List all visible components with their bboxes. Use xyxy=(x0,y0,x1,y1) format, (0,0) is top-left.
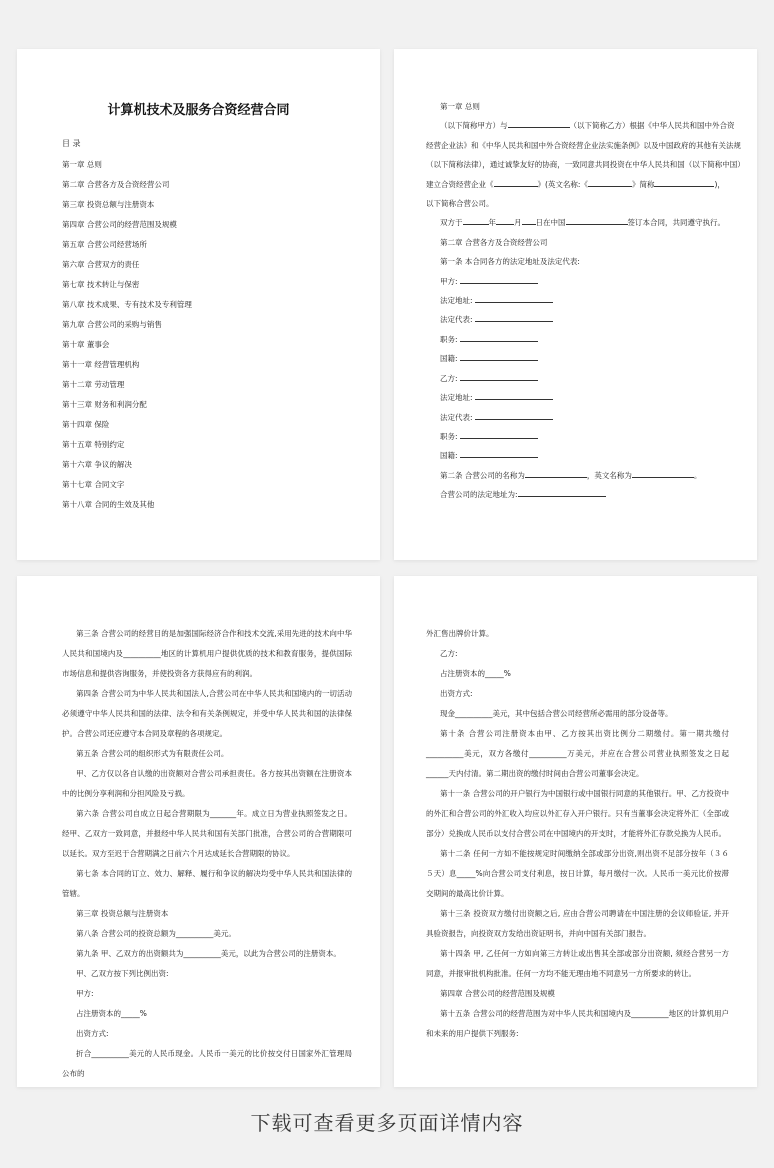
toc-item: 第五章 合营公司经营场所 xyxy=(62,240,147,249)
paragraph-line: 建立合资经营企业《 》(英文名称:《 》简称 )， xyxy=(426,179,725,189)
paragraph-line: （以下简称法律），通过诚挚友好的协商，一致同意共同投资在中华人民共和国（以下简称中国） xyxy=(426,160,745,170)
toc-item: 第八章 技术成果、专有技术及专利管理 xyxy=(62,300,192,309)
toc-item: 第七章 技术转让与保密 xyxy=(62,280,140,289)
chapter-heading: 第三章 投资总额与注册资本 xyxy=(76,909,169,918)
toc-item: 第三章 投资总额与注册资本 xyxy=(62,200,155,209)
party-field: 甲方: xyxy=(426,272,729,291)
document-page-4 xyxy=(394,576,757,1087)
chapter-heading: 第一章 总则 xyxy=(440,102,480,111)
toc-item: 第十六章 争议的解决 xyxy=(62,460,132,469)
party-field: 法定代表: xyxy=(426,310,729,329)
paragraph-line: （以下简称甲方）与 （以下简称乙方）根据《中华人民共和国中外合资 xyxy=(440,121,735,131)
toc-item: 第九章 合营公司的采购与销售 xyxy=(62,320,162,329)
paragraph: 第九条 甲、乙双方的出资额共为__________美元，以此为合营公司的注册资本。 xyxy=(76,949,341,958)
paragraph: 第十四条 甲, 乙任何一方如向第三方转让或出售其全部或部分出资额, 须经合营另一方同意，并报审批机构批准。任何一方均不能无理由地不同意另一方所要求的转让。 xyxy=(426,949,729,978)
paragraph: 甲方: xyxy=(76,989,94,998)
toc-item: 第四章 合营公司的经营范围及规模 xyxy=(62,220,177,229)
paragraph: 乙方: xyxy=(440,649,458,658)
paragraph: 甲、乙方仅以各自认缴的出资额对合营公司承担责任。各方按其出资额在注册资本中的比例分享利润和分担风险及亏损。 xyxy=(62,769,352,798)
paragraph-line: 第二条 合营公司的名称为 ，英文名称为 。 xyxy=(440,470,702,480)
toc-item: 第十三章 财务和利润分配 xyxy=(62,400,147,409)
download-more-caption: 下载可查看更多页面详情内容 xyxy=(250,1111,524,1135)
chapter-heading: 第二章 合营各方及合资经营公司 xyxy=(440,237,548,247)
article-heading: 第一条 本合同各方的法定地址及法定代表: xyxy=(440,257,580,267)
paragraph: 第六条 合营公司自成立日起合营期限为_______年。成立日为营业执照签发之日。经甲、乙双方一致同意，并报经中华人民共和国有关部门批准，合营公司的合营期限可以延长。双方至迟于合营期满之日前六个月达成延长合营期限的协议。 xyxy=(62,809,352,858)
party-field: 法定代表: xyxy=(426,408,729,427)
paragraph-line: 合营公司的法定地址为: xyxy=(426,485,729,504)
paragraph: 第十二条 任何一方如不能按规定时间缴纳全部或部分出资,则出资不足部分按年（３６５天）息_____%向合营公司支付利息，按日计算，每月缴付一次。人民币一美元比价按滞交期间的最高比价计算。 xyxy=(426,849,729,898)
document-page-3 xyxy=(17,576,380,1087)
party-field: 国籍: xyxy=(426,446,729,465)
paragraph: 出资方式: xyxy=(76,1029,109,1038)
paragraph: 第七条 本合同的订立、效力、解释、履行和争议的解决均受中华人民共和国法律的管辖。 xyxy=(62,869,352,898)
paragraph: 第十条 合营公司注册资本由甲、乙方按其出资比例分二期缴付。第一期共缴付__________美元，双方各缴付__________万美元，并应在合营公司营业执照签发之日起______天内付清。第二期出资的缴付时间由合营公司董事会决定。 xyxy=(426,729,729,778)
paragraph: 折合__________美元的人民币现金。人民币一美元的比价按交付日国家外汇管理局公布的 xyxy=(62,1049,352,1078)
toc-item: 第十四章 保险 xyxy=(62,420,110,429)
paragraph-line: 双方于 年 月 日在中国 签订本合同，共同遵守执行。 xyxy=(440,218,725,228)
document-page-1 xyxy=(17,49,380,560)
toc-item: 第一章 总则 xyxy=(62,160,102,169)
paragraph: 现金__________美元，其中包括合营公司经营所必需用的部分设备等。 xyxy=(440,709,673,718)
toc-item: 第二章 合营各方及合资经营公司 xyxy=(62,180,170,189)
toc-item: 第十八章 合同的生效及其他 xyxy=(62,500,155,509)
toc-item: 第十五章 特别约定 xyxy=(62,440,125,449)
toc-heading: 目 录 xyxy=(62,139,81,148)
toc-item: 第六章 合营双方的责任 xyxy=(62,260,140,269)
paragraph: 第五条 合营公司的组织形式为有限责任公司。 xyxy=(76,749,229,758)
paragraph: 占注册资本的_____% xyxy=(440,669,511,678)
party-field: 法定地址: xyxy=(426,388,729,407)
paragraph: 外汇售出牌价计算。 xyxy=(426,629,494,638)
party-field: 国籍: xyxy=(426,349,729,368)
paragraph: 第八条 合营公司的投资总额为__________美元。 xyxy=(76,929,236,938)
table-of-contents xyxy=(62,161,380,509)
party-field: 职务: xyxy=(426,330,729,349)
toc-item: 第十章 董事会 xyxy=(62,340,110,349)
paragraph-line: 经营企业法》和《中华人民共和国中外合资经营企业法实施条例》以及中国政府的其他有关法规 xyxy=(426,140,741,150)
party-field: 乙方: xyxy=(426,369,729,388)
paragraph: 占注册资本的_____% xyxy=(76,1009,147,1018)
party-field: 职务: xyxy=(426,427,729,446)
toc-item: 第十七章 合同文字 xyxy=(62,480,125,489)
paragraph: 出资方式: xyxy=(440,689,473,698)
toc-item: 第十二章 劳动管理 xyxy=(62,380,125,389)
document-title: 计算机技术及服务合资经营合同 xyxy=(107,103,290,118)
document-page-2 xyxy=(394,49,757,560)
paragraph: 甲、乙双方按下列比例出资: xyxy=(76,969,169,978)
paragraph: 第十五条 合营公司的经营范围为对中华人民共和国境内及__________地区的计算机用户和未来的用户提供下列服务: xyxy=(426,1009,729,1038)
paragraph: 第四条 合营公司为中华人民共和国法人,合营公司在中华人民共和国境内的一切活动必须遵守中华人民共和国的法律、法令和有关条例规定，并受中华人民共和国的法律保护。合营公司还应遵守本合同及章程的各项规定。 xyxy=(62,689,352,738)
paragraph: 第三条 合营公司的经营目的是加强国际经济合作和技术交流,采用先进的技术向中华人民共和国境内及__________地区的计算机用户提供优质的技术和教育服务，提供国际市场信息和提供咨询服务，并使投资各方获得应有的利润。 xyxy=(62,629,352,678)
chapter-heading: 第四章 合营公司的经营范围及规模 xyxy=(440,989,555,998)
toc-item: 第十一章 经营管理机构 xyxy=(62,360,140,369)
paragraph-line: 以下简称合营公司。 xyxy=(426,199,494,209)
paragraph: 第十三条 投资双方缴付出资额之后, 应由合营公司聘请在中国注册的会议师验证, 并开具验资报告，向投资双方发给出资证明书，并向中国有关部门报告。 xyxy=(426,909,729,938)
paragraph: 第十一条 合营公司的开户银行为中国银行或中国银行同意的其他银行。甲、乙方投资中的外汇和合营公司的外汇收入均应以外汇存入开户银行。只有当董事会决定将外汇（全部或部分）兑换成人民币以支付合营公司在中国境内的开支时，才能将外汇存款兑换为人民币。 xyxy=(426,789,729,838)
party-field: 法定地址: xyxy=(426,291,729,310)
